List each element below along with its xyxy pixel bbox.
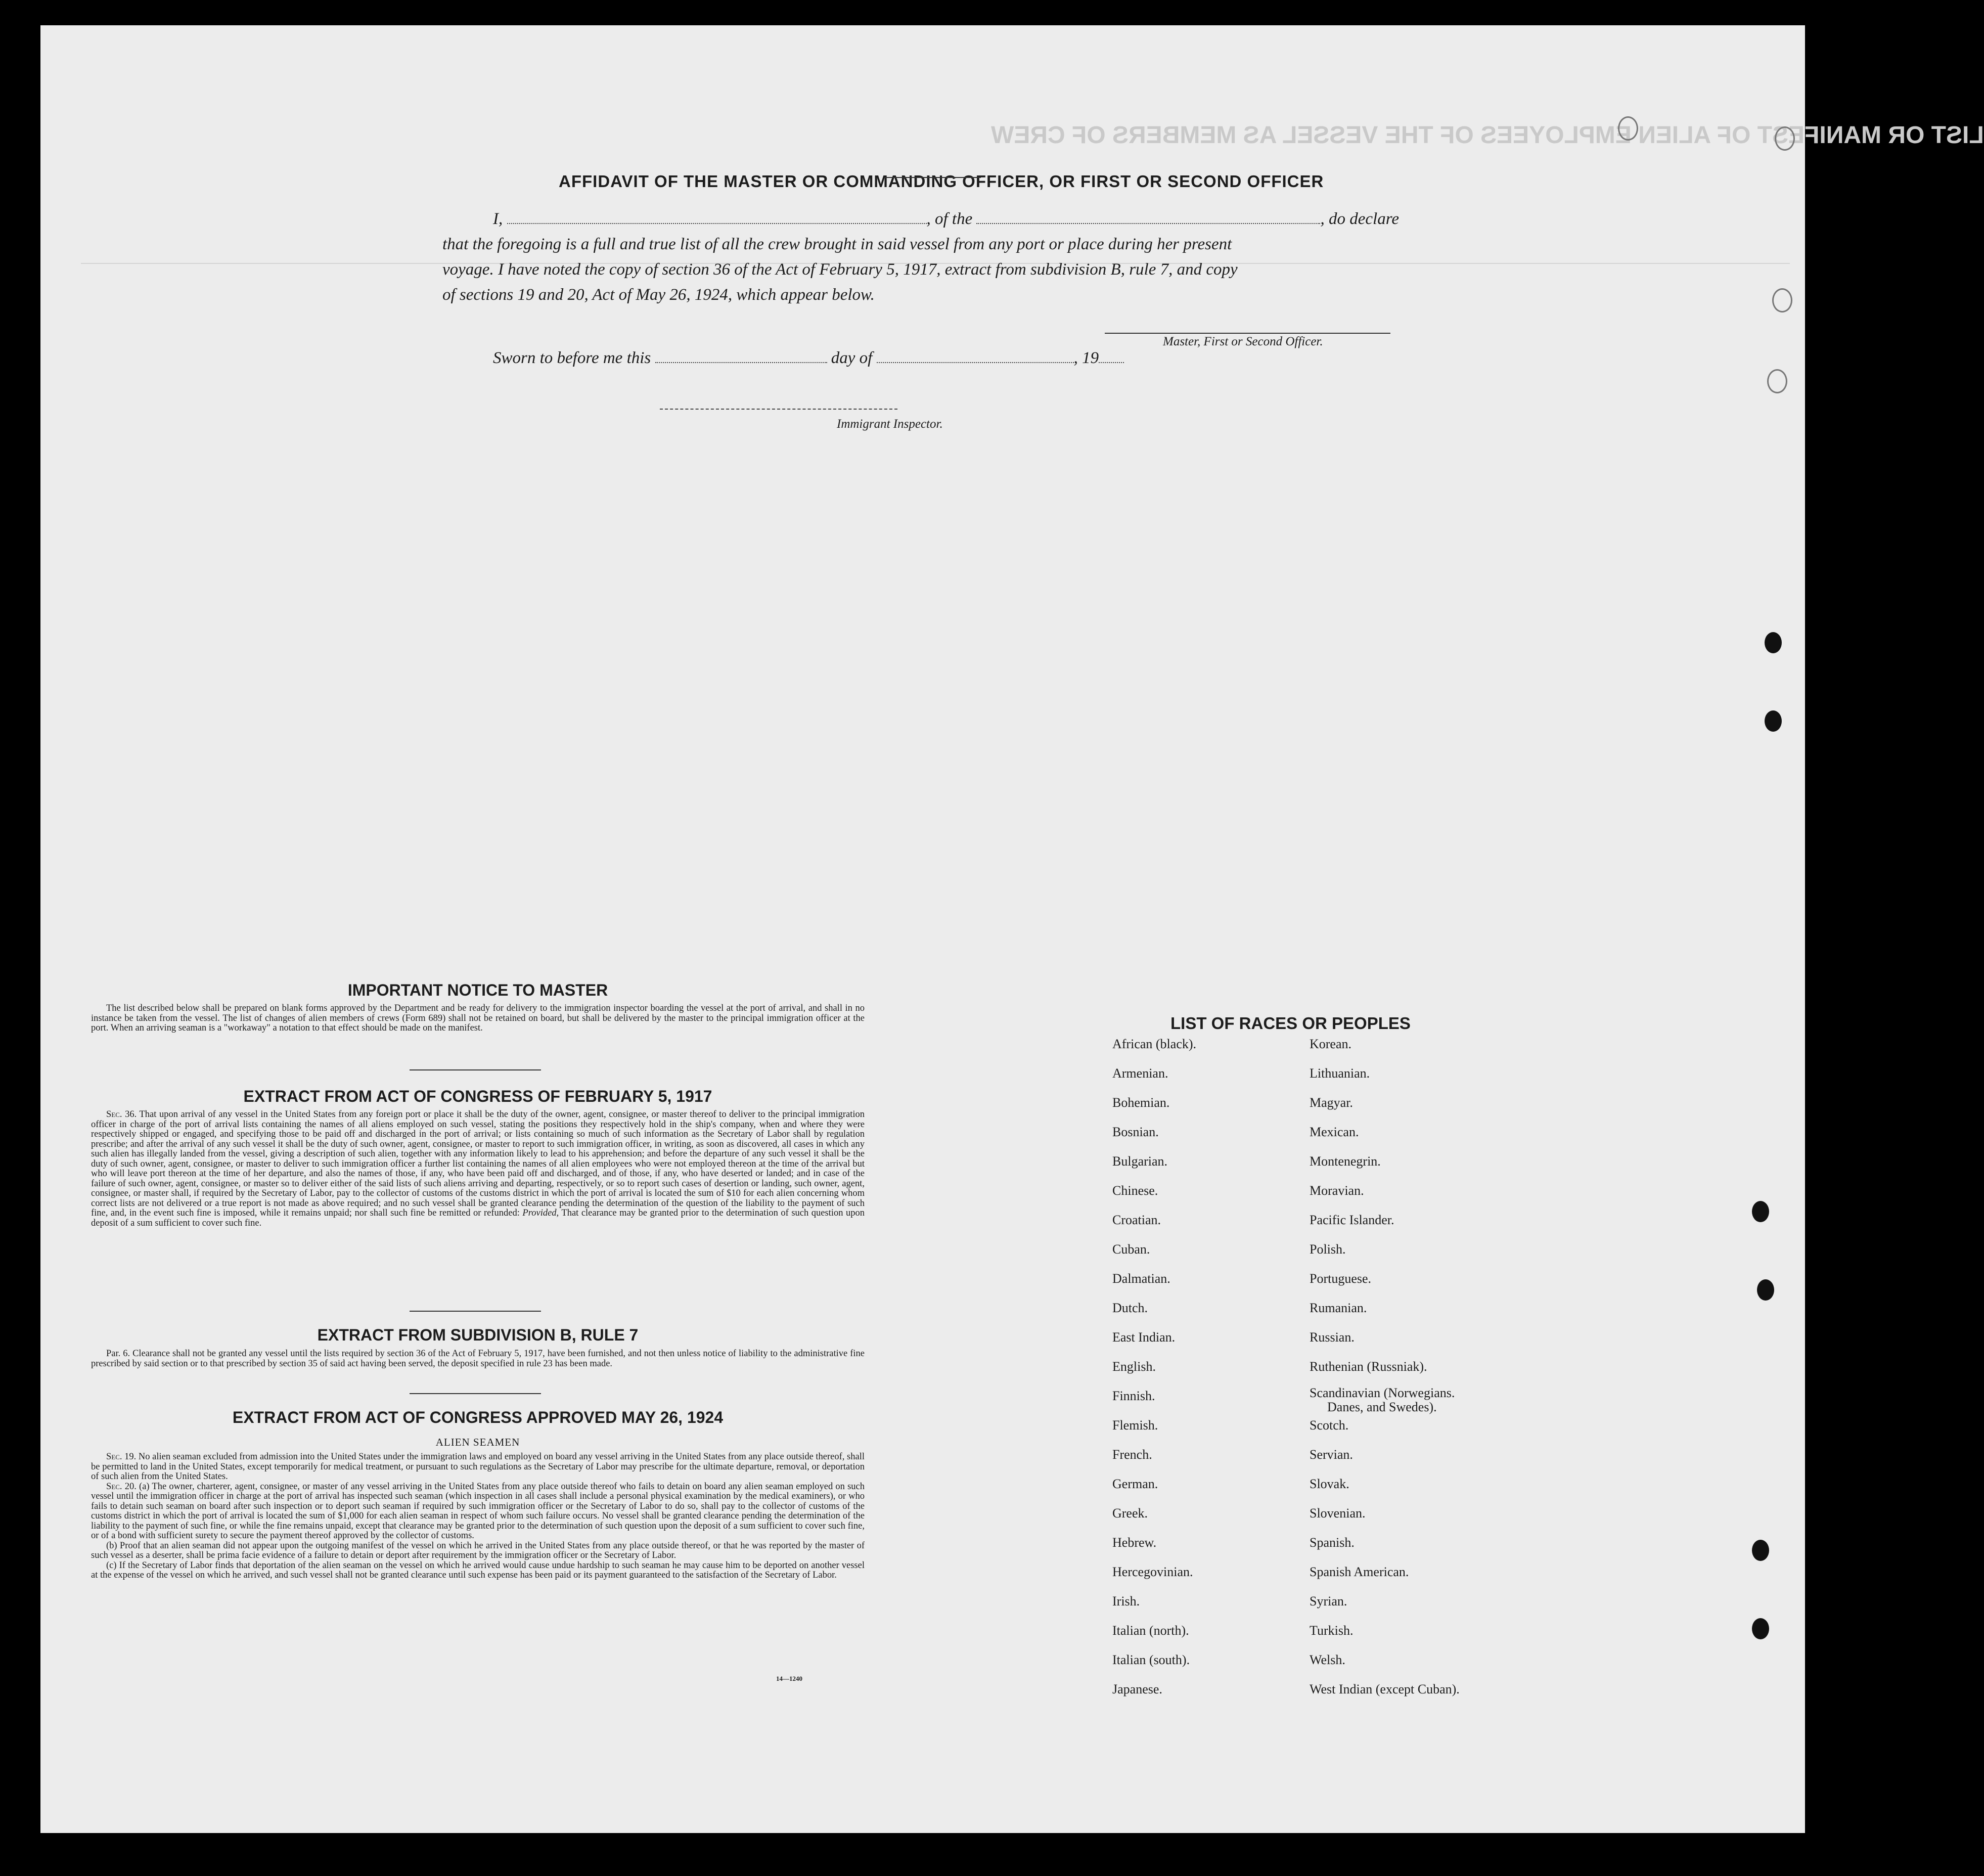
section-label: Sec. 36. bbox=[106, 1109, 137, 1120]
race-item: Pacific Islander. bbox=[1310, 1213, 1394, 1227]
race-item: Mexican. bbox=[1310, 1125, 1359, 1139]
race-item: Cuban. bbox=[1112, 1242, 1150, 1257]
extract-1917-title: EXTRACT FROM ACT OF CONGRESS OF FEBRUARY 5, 1917 bbox=[243, 1087, 712, 1105]
race-item: Italian (south). bbox=[1112, 1652, 1190, 1667]
race-item: Scandinavian (Norwegians. bbox=[1310, 1386, 1455, 1400]
race-item: Lithuanian. bbox=[1310, 1066, 1370, 1081]
binder-hole bbox=[1765, 632, 1782, 653]
race-item: French. bbox=[1112, 1447, 1152, 1462]
section-20a-text: (a) The owner, charterer, agent, consignee, or master of any vessel arriving in the United States from any place outside thereof who fails to detain on board any alien seaman employed on such vessel until the immigration officer in charge at the port of arrival has inspected such seaman (which inspection in all cases shall include a personal physical examination by the medical examiners), or who fails to detain such seaman on board after such inspection or to deport such seaman if required by such immigration officer or the Secretary of Labor to do so, shall pay to the collector of customs of the customs district in which the port of arrival is located the sum of $1,000 for each alien seaman in respect of whom such failure occurs. No vessel shall be granted clearance pending the determination of the liability to the payment of such fine, or while the fine remains unpaid, except that clearance may be granted prior to the determination of such question upon the deposit of a sum sufficient to cover such fine, or of a bond with sufficient surety to secure the payment thereof approved by the collector of customs. bbox=[91, 1481, 865, 1541]
race-item: Italian (north). bbox=[1112, 1623, 1189, 1638]
race-item: Russian. bbox=[1310, 1330, 1355, 1345]
race-item: Turkish. bbox=[1310, 1623, 1354, 1638]
race-item: Dalmatian. bbox=[1112, 1271, 1170, 1286]
race-item: Japanese. bbox=[1112, 1682, 1162, 1696]
notice-paragraph: The list described below shall be prepared on blank forms approved by the Department and be ready for delivery to the immigration inspector boarding the vessel at the port of arrival, and shall in no instance be taken from the vessel. The list of changes of alien members of crews (Form 689) shall not be retained on board, but shall be delivered by the master to the principal immigration officer at the port. When an arriving seaman is a "workaway" a notation to that effect should be made on the manifest. bbox=[91, 1003, 865, 1033]
bleed-through-heading: LIST OR MANIFEST OF ALIEN EMPLOYEES OF THE VESSEL AS MEMBERS OF CREW bbox=[991, 122, 1984, 149]
extract-1924-text bbox=[91, 1452, 865, 1581]
master-signature-label: Master, First or Second Officer. bbox=[1163, 335, 1323, 348]
rule7-paragraph: Par. 6. Clearance shall not be granted any vessel until the lists required by section 36 of the Act of February 5, 1917, have been furnished, and not then unless notice of liability to the administrative fine prescribed by said section or to that prescribed by section 35 of said act having been served, the deposit specified in rule 23 has been made. bbox=[91, 1349, 865, 1369]
binder-hole bbox=[1765, 710, 1782, 732]
section-20c-text: (c) If the Secretary of Labor finds that deportation of the alien seaman on the vessel on which he arrived would cause undue hardship to such seaman he may cause him to be deported on another vessel at the expense of the vessel on which he arrived, and such vessel shall not be granted clearance until such expense has been paid or its payment guaranteed to the satisfaction of the Secretary of Labor. bbox=[91, 1560, 865, 1580]
affidavit-text: Sworn to before me this bbox=[493, 349, 651, 367]
bleed-through-table bbox=[81, 263, 1790, 1022]
race-item: Slovenian. bbox=[1310, 1506, 1366, 1521]
alien-seamen-subtitle: ALIEN SEAMEN bbox=[435, 1436, 520, 1448]
proviso-word: Provided, bbox=[522, 1208, 559, 1218]
year-blank[interactable] bbox=[1099, 353, 1124, 363]
affidavit-line-1 bbox=[493, 210, 1399, 229]
races-title: LIST OF RACES OR PEOPLES bbox=[1170, 1014, 1411, 1033]
race-item: Bosnian. bbox=[1112, 1125, 1159, 1139]
race-item: Croatian. bbox=[1112, 1213, 1161, 1227]
race-item: Spanish. bbox=[1310, 1535, 1355, 1550]
race-item: West Indian (except Cuban). bbox=[1310, 1682, 1460, 1696]
race-item: Polish. bbox=[1310, 1242, 1346, 1257]
race-item: Servian. bbox=[1310, 1447, 1353, 1462]
affidavit-text: day of bbox=[831, 349, 873, 367]
race-item: Welsh. bbox=[1310, 1652, 1345, 1667]
rule7-title: EXTRACT FROM SUBDIVISION B, RULE 7 bbox=[317, 1326, 639, 1344]
affidavit-text: , do declare bbox=[1320, 210, 1399, 228]
race-item: Portuguese. bbox=[1310, 1271, 1372, 1286]
race-item-continued: Danes, and Swedes). bbox=[1327, 1400, 1437, 1414]
notice-text bbox=[91, 1004, 865, 1034]
inspector-signature-line[interactable] bbox=[660, 409, 897, 410]
binder-hole bbox=[1752, 1201, 1769, 1222]
section-36-text: That upon arrival of any vessel in the United States from any foreign port or place it shall be the duty of the owner, agent, consignee, or master thereof to deliver to the principal immigration officer in charge of the port of arrival lists containing the names of all aliens employed on such vessel, stating the positions they respectively hold in the ship's company, when and where they were respectively shipped or engaged, and specifying those to be paid off and discharged in the port of arrival; or lists containing so much of such information as the Secretary of Labor shall by regulation prescribe; and after the arrival of any such vessel it shall be the duty of such owner, agent, consignee, or master to report to such immigration officer, in writing, as soon as discovered, all cases in which any such alien has illegally landed from the vessel, giving a description of such alien, together with any information likely to lead to his apprehension; and before the departure of any such vessel it shall be the duty of such owner, agent, consignee, or master to deliver to such immigration officer a further list containing the names of all alien employees who were not employed thereon at the time of the arrival but who will leave port thereon at the time of her departure, and also the names of those, if any, who have been paid off and discharged, and of those, if any, who have deserted or landed; and in case of the failure of such owner, agent, consignee, or master so to deliver either of the said lists of such aliens arriving and departing, respectively, or so to report such cases of desertion or landing, such owner, agent, consignee, or master shall, if required by the Secretary of Labor, pay to the collector of customs of the customs district in which the port of arrival is located the sum of $10 for each alien concerning whom correct lists are not delivered or a true report is not made as above required; and no such vessel shall be granted clearance pending the determination of the question of the liability to the payment of such fine, and, in the event such fine is imposed, while it remains unpaid; nor shall such fine be remitted or refunded: bbox=[91, 1109, 865, 1218]
notice-title: IMPORTANT NOTICE TO MASTER bbox=[347, 981, 608, 999]
day-blank[interactable] bbox=[655, 353, 827, 363]
race-item: Hercegovinian. bbox=[1112, 1565, 1193, 1579]
sworn-line bbox=[493, 349, 1124, 368]
master-signature-line[interactable] bbox=[1105, 333, 1390, 334]
race-item: Hebrew. bbox=[1112, 1535, 1157, 1550]
binder-hole bbox=[1775, 126, 1795, 151]
race-item: Slovak. bbox=[1310, 1477, 1349, 1491]
race-item: Armenian. bbox=[1112, 1066, 1168, 1081]
binder-hole bbox=[1752, 1618, 1769, 1639]
race-item: Montenegrin. bbox=[1310, 1154, 1381, 1169]
section-19-text: No alien seaman excluded from admission into the United States under the immigration laws and employed on board any vessel arriving in the United States from any place outside thereof, shall be permitted to land in the United States, except temporarily for medical treatment, or pursuant to such regulations as the Secretary of Labor may prescribe for the ultimate departure, removal, or deportation of such alien from the United States. bbox=[91, 1452, 865, 1482]
race-item: Spanish American. bbox=[1310, 1565, 1409, 1579]
race-item: Finnish. bbox=[1112, 1389, 1155, 1403]
race-item: Magyar. bbox=[1310, 1095, 1353, 1110]
month-blank[interactable] bbox=[877, 353, 1074, 363]
binder-hole bbox=[1757, 1279, 1774, 1301]
race-item: Bohemian. bbox=[1112, 1095, 1170, 1110]
divider bbox=[885, 177, 981, 178]
race-item: Korean. bbox=[1310, 1037, 1352, 1051]
document-page bbox=[40, 25, 1984, 1833]
divider bbox=[410, 1393, 541, 1394]
vessel-blank[interactable] bbox=[976, 214, 1320, 224]
binder-hole bbox=[1752, 1540, 1769, 1561]
extract-1924-title: EXTRACT FROM ACT OF CONGRESS APPROVED MAY 26, 1924 bbox=[232, 1408, 724, 1426]
rule7-text bbox=[91, 1349, 865, 1369]
inspector-label: Immigrant Inspector. bbox=[837, 417, 943, 431]
binder-hole bbox=[1772, 288, 1792, 312]
section-label: Sec. 19. bbox=[106, 1452, 137, 1462]
race-item: German. bbox=[1112, 1477, 1158, 1491]
section-label: Sec. 20. bbox=[106, 1481, 137, 1492]
race-item: Syrian. bbox=[1310, 1594, 1347, 1609]
race-item: East Indian. bbox=[1112, 1330, 1176, 1345]
affidavit-line-3: voyage. I have noted the copy of section 36 of the Act of February 5, 1917, extract from subdivision B, rule 7, and copy bbox=[442, 260, 1238, 279]
extract-1917-text bbox=[91, 1110, 865, 1228]
race-item: Flemish. bbox=[1112, 1418, 1158, 1433]
race-item: Greek. bbox=[1112, 1506, 1148, 1521]
form-number: 14—1240 bbox=[776, 1675, 802, 1682]
divider bbox=[410, 1069, 541, 1070]
affidavit-line-2: that the foregoing is a full and true list of all the crew brought in said vessel from any port or place during her present bbox=[442, 235, 1232, 253]
race-item: Moravian. bbox=[1310, 1183, 1364, 1198]
race-item: Bulgarian. bbox=[1112, 1154, 1168, 1169]
affidavit-title: AFFIDAVIT OF THE MASTER OR COMMANDING OFFICER, OR FIRST OR SECOND OFFICER bbox=[559, 172, 1324, 191]
race-item: Ruthenian (Russniak). bbox=[1310, 1359, 1427, 1374]
race-item: Scotch. bbox=[1310, 1418, 1349, 1433]
divider bbox=[410, 1311, 541, 1312]
section-20b-text: (b) Proof that an alien seaman did not appear upon the outgoing manifest of the vessel on which he arrived in the United States from any place outside thereof, or that he was reported by the master of such vessel as a deserter, shall be prima facie evidence of a failure to detain or deport after requirement by the immigration officer or the Secretary of Labor. bbox=[91, 1540, 865, 1560]
affidavit-text: I, bbox=[493, 210, 503, 228]
race-item: Dutch. bbox=[1112, 1301, 1148, 1315]
race-item: Rumanian. bbox=[1310, 1301, 1367, 1315]
race-item: African (black). bbox=[1112, 1037, 1197, 1051]
race-item: English. bbox=[1112, 1359, 1156, 1374]
affidavit-line-4: of sections 19 and 20, Act of May 26, 1924, which appear below. bbox=[442, 286, 875, 304]
binder-hole bbox=[1767, 369, 1787, 393]
race-item: Irish. bbox=[1112, 1594, 1140, 1609]
affidavit-text: , 19 bbox=[1073, 349, 1099, 367]
binder-hole bbox=[1618, 116, 1638, 141]
race-item: Chinese. bbox=[1112, 1183, 1158, 1198]
affidavit-text: , of the bbox=[926, 210, 973, 228]
name-blank[interactable] bbox=[507, 214, 927, 224]
proviso-text: That clearance may be granted prior to the determination of such question upon deposit of a sum sufficient to cover such fine. bbox=[91, 1208, 865, 1228]
